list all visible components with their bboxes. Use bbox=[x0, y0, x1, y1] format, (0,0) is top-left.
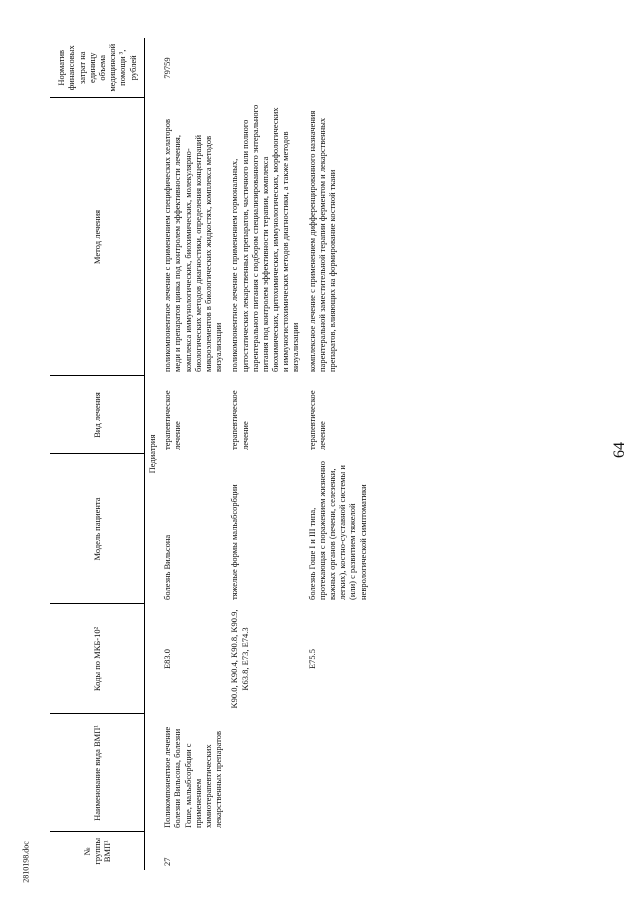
section-title: Педиатрия bbox=[147, 434, 157, 474]
patient-model: болезнь Вильсона bbox=[162, 534, 173, 600]
header-vmp-name: Наименование вида ВМП¹ bbox=[50, 714, 145, 832]
file-reference: 2810198.doc bbox=[21, 841, 31, 883]
patient-model: болезнь Гоше I и III типа, протекающая с поражением жизненно важных органов (печени, селезенки, легких), костно-суставной системы и (или) с развитием тяжелой неврологической симптоматики bbox=[306, 461, 368, 600]
icd-codes: K90.0, K90.4, K90.8, K90.9, K63.8, E73, E74.3 bbox=[229, 609, 250, 709]
rotated-table-container bbox=[50, 38, 610, 870]
treatment-method: поликомпонентное лечение с применением специфических хелаторов меди и препаратов цинка под контролем эффективности лечения, комплекса иммунологических, биохимических, молекулярно-биологических методов диагностики, определения концентраций микроэлементов в биологических жидкостях, комплекса методов визуализации bbox=[162, 118, 224, 372]
icd-codes: E83.0 bbox=[162, 648, 173, 670]
cost-norm: 79759 bbox=[162, 57, 173, 79]
treatment-type: терапевтическое лечение bbox=[229, 390, 250, 450]
page-number: 64 bbox=[611, 442, 628, 458]
header-cost-norm: Норматив финансовых затрат на единицу объема медицинской помощи ³, рублей bbox=[50, 38, 145, 98]
treatment-method: комплексное лечение с применением дифференцированного назначения парентеральной заместительной терапии ферментом и лекарственных препаратов, влияющих на формирование костной ткани bbox=[306, 110, 337, 372]
patient-model: тяжелые формы мальабсорбции bbox=[229, 484, 240, 600]
header-icd-codes: Коды по МКБ-10² bbox=[50, 604, 145, 714]
vmp-name: Поликомпонентное лечение болезни Вильсона, болезни Гоше, мальабсорбции с применением химиотерапевтических лекарственных препаратов bbox=[162, 726, 224, 828]
section-row bbox=[145, 38, 160, 870]
treatment-method: поликомпонентное лечение с применением гормональных, цитостатических лекарственных препаратов, частичного или полного парентерального питания с подбором специализированного энтерального питания под контролем эффективности терапии, комплекса биохимических, цитохимических, иммунологических, морфологических и иммуногистохимических методов диагностики, а также методов визуализации bbox=[229, 104, 301, 372]
header-patient-model: Модель пациента bbox=[50, 454, 145, 604]
treatment-type: терапевтическое лечение bbox=[162, 390, 183, 450]
header-group-number: № группы ВМП¹ bbox=[50, 832, 145, 870]
header-treatment-type: Вид лечения bbox=[50, 376, 145, 454]
treatment-type: терапевтическое лечение bbox=[306, 390, 327, 450]
treatment-table bbox=[50, 38, 371, 870]
group-number: 27 bbox=[162, 857, 173, 866]
icd-codes: E75.5 bbox=[306, 648, 317, 670]
header-row bbox=[50, 38, 145, 870]
table-row bbox=[159, 38, 226, 870]
header-treatment-method: Метод лечения bbox=[50, 98, 145, 376]
